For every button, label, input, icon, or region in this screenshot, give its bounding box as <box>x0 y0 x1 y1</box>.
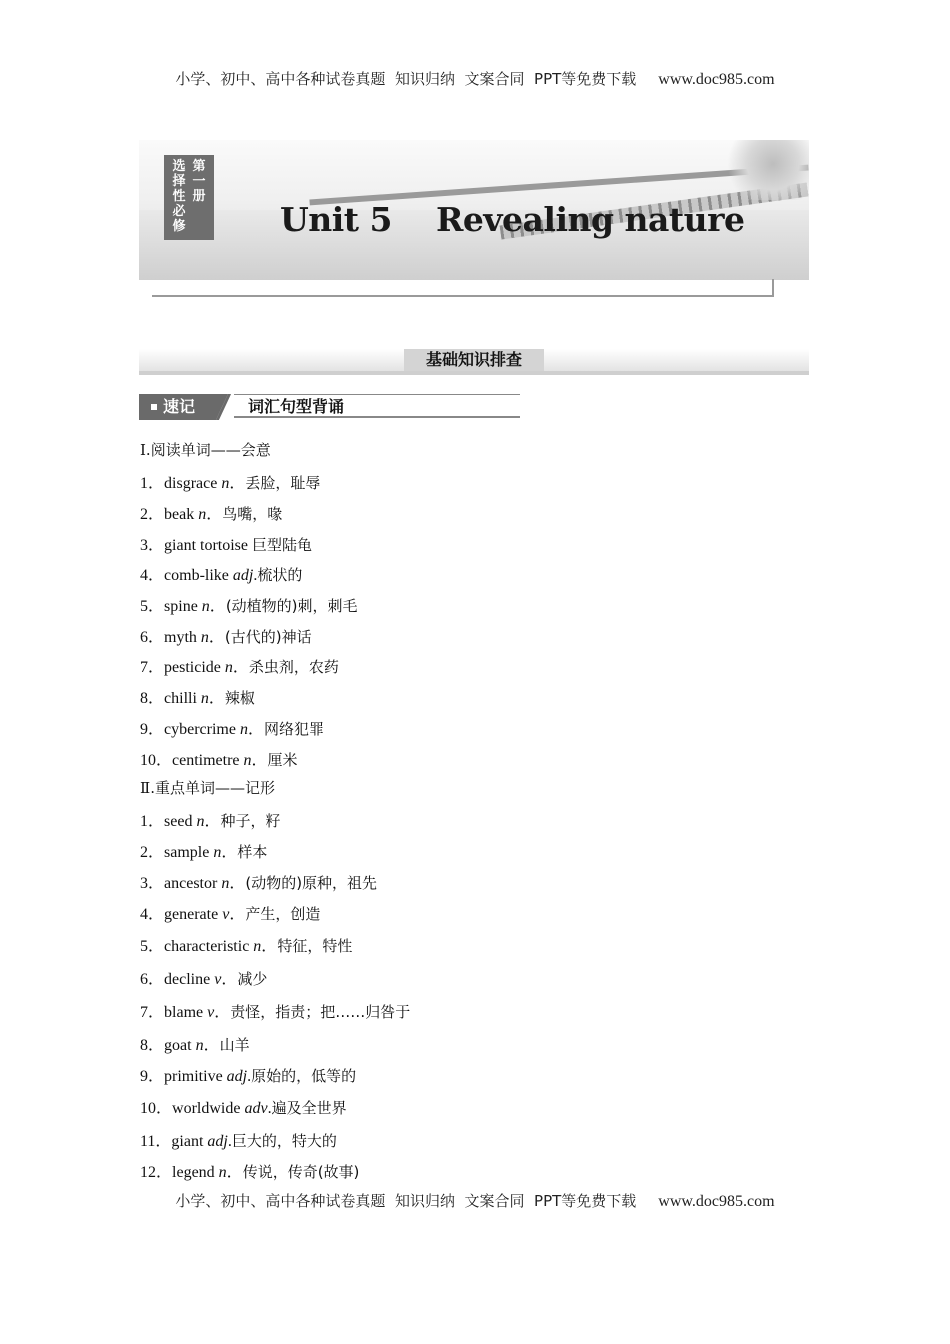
vocab-sep: . <box>253 567 258 584</box>
vocab-pos: n <box>224 659 233 676</box>
vocab-num: 12． <box>140 1164 173 1181</box>
vocab-num: 11． <box>140 1133 172 1150</box>
vocab-word: myth <box>164 629 201 646</box>
page-footer <box>0 1190 950 1211</box>
vocab-word: ancestor <box>164 875 222 892</box>
vocab-meaning: 特征，特性 <box>277 937 353 955</box>
vocab-pos: n <box>200 690 209 707</box>
vocab-meaning: 产生，创造 <box>245 905 321 923</box>
vocab-meaning: (古代的)神话 <box>224 628 312 646</box>
vocab-num: 8． <box>140 690 165 707</box>
vocab-item <box>140 870 377 893</box>
vocab-word: decline <box>164 971 215 988</box>
page-header <box>0 68 950 89</box>
vocab-pos: n <box>253 938 262 955</box>
vocab-word: sample <box>164 844 214 861</box>
vocab-num: 9． <box>140 1068 165 1085</box>
vocab-word: goat <box>164 1037 196 1054</box>
vocab-sep: . <box>227 1133 232 1150</box>
vocab-meaning: 鸟嘴，喙 <box>222 505 283 523</box>
vocab-sep: ． <box>232 659 249 676</box>
vocab-word: chilli <box>164 690 201 707</box>
vocab-sep: ． <box>226 1164 243 1181</box>
vocab-item <box>140 966 267 989</box>
vocab-pos: n <box>213 844 222 861</box>
vocab-item <box>140 1063 356 1086</box>
badge-col2: 第一册 <box>192 159 206 204</box>
vocab-word: centimetre <box>172 752 244 769</box>
vocab-item <box>140 685 255 708</box>
vocab-item <box>140 654 339 677</box>
badge-col1: 选择性必修 <box>172 159 186 234</box>
vocab-item <box>140 999 410 1022</box>
vocab-item <box>140 1095 347 1118</box>
vocab-num: 2． <box>140 506 165 523</box>
vocab-word: giant <box>171 1133 208 1150</box>
vocab-item <box>140 532 312 555</box>
vocab-pos: n <box>221 875 230 892</box>
vocab-sep: ． <box>247 721 264 738</box>
header-text: 小学、初中、高中各种试卷真题 知识归纳 文案合同 PPT等免费下载 <box>175 70 637 88</box>
banner-trees <box>719 140 809 200</box>
vocab-word: spine <box>164 598 202 615</box>
vocab-meaning: 网络犯罪 <box>263 720 324 738</box>
vocab-meaning: 责怪，指责；把……归咎于 <box>230 1003 411 1021</box>
vocab-item <box>140 1128 337 1151</box>
vocab-sep: ． <box>206 506 223 523</box>
vocab-meaning: 减少 <box>237 970 268 988</box>
vocab-item <box>140 470 320 493</box>
vocab-sep: ． <box>251 752 268 769</box>
vocab-num: 10． <box>140 752 173 769</box>
vocab-word: giant tortoise <box>164 537 252 554</box>
vocab-item <box>140 624 312 647</box>
vocab-word: blame <box>164 1004 208 1021</box>
vocab-item <box>140 716 324 739</box>
vocab-sep: ． <box>209 598 226 615</box>
vocab-sep: ． <box>229 875 246 892</box>
vocab-pos: adv <box>244 1100 268 1117</box>
section-title: 基础知识排查 <box>404 349 544 371</box>
vocab-sep: ． <box>229 906 246 923</box>
vocab-meaning: 梳状的 <box>257 566 303 584</box>
vocab-num: 6． <box>140 971 165 988</box>
vocab-sep: ． <box>208 690 225 707</box>
vocab-meaning: 丢脸，耻辱 <box>245 474 321 492</box>
vocab-item <box>140 808 280 831</box>
vocab-word: seed <box>164 813 197 830</box>
vocab-meaning: 巨大的，特大的 <box>231 1132 337 1150</box>
vocab-num: 5． <box>140 598 165 615</box>
vocab-meaning: (动物的)原种，祖先 <box>245 874 378 892</box>
vocab-pos: n <box>201 598 210 615</box>
vocab-item <box>140 901 320 924</box>
vocab-sep: ． <box>221 844 238 861</box>
square-icon <box>151 404 157 410</box>
vocab-pos: n <box>196 813 205 830</box>
vocab-pos: n <box>218 1164 227 1181</box>
vocab-meaning: 巨型陆龟 <box>252 536 313 554</box>
vocab-pos: adj <box>232 567 254 584</box>
vocab-sep: . <box>267 1100 272 1117</box>
vocab-word: generate <box>164 906 223 923</box>
vocab-item <box>140 747 298 770</box>
tag-label-text: 速记 <box>163 397 196 416</box>
vocab-sep: ． <box>261 938 278 955</box>
header-url: www.doc985.com <box>658 71 775 88</box>
vocab-meaning: 种子，籽 <box>220 812 281 830</box>
footer-text: 小学、初中、高中各种试卷真题 知识归纳 文案合同 PPT等免费下载 <box>175 1192 637 1210</box>
vocab-item <box>140 933 352 956</box>
vocab-sep: ． <box>221 971 238 988</box>
vocab-meaning: 遍及全世界 <box>271 1099 347 1117</box>
vocab-num: 7． <box>140 659 165 676</box>
vocab-word: legend <box>172 1164 219 1181</box>
vocab-num: 9． <box>140 721 165 738</box>
vocab-sep: ． <box>214 1004 231 1021</box>
tag-title: 词汇句型背诵 <box>234 394 520 418</box>
vocab-item <box>140 839 267 862</box>
vocab-num: 10． <box>140 1100 173 1117</box>
book-badge <box>164 155 214 240</box>
vocab-meaning: 样本 <box>237 843 268 861</box>
section-heading-key: Ⅱ.重点单词——记形 <box>140 779 275 797</box>
vocab-num: 6． <box>140 629 165 646</box>
vocab-meaning: (动植物的)刺，刺毛 <box>225 597 358 615</box>
vocab-pos: n <box>239 721 248 738</box>
vocab-sep: . <box>247 1068 252 1085</box>
vocab-pos: adj <box>207 1133 228 1150</box>
vocab-num: 5． <box>140 938 165 955</box>
vocab-item <box>140 501 282 524</box>
vocab-word: comb-like <box>164 567 233 584</box>
unit-title: Unit 5 Revealing nature <box>280 200 745 239</box>
vocab-word: cybercrime <box>164 721 240 738</box>
vocab-word: disgrace <box>164 475 222 492</box>
vocab-num: 8． <box>140 1037 165 1054</box>
vocab-word: characteristic <box>164 938 254 955</box>
vocab-num: 1． <box>140 813 165 830</box>
vocab-pos: n <box>221 475 230 492</box>
vocab-pos: v <box>207 1004 215 1021</box>
vocab-sep: ． <box>208 629 225 646</box>
vocab-pos: v <box>222 906 230 923</box>
vocab-num: 4． <box>140 906 165 923</box>
vocab-meaning: 杀虫剂，农药 <box>248 658 339 676</box>
vocab-pos: n <box>198 506 207 523</box>
vocab-num: 3． <box>140 875 165 892</box>
vocab-word: pesticide <box>164 659 225 676</box>
vocab-word: beak <box>164 506 199 523</box>
vocab-word: primitive <box>164 1068 227 1085</box>
vocab-num: 4． <box>140 567 165 584</box>
section-heading-reading: Ⅰ.阅读单词——会意 <box>140 441 271 459</box>
vocab-num: 2． <box>140 844 165 861</box>
vocab-word: worldwide <box>172 1100 245 1117</box>
vocab-meaning: 传说，传奇(故事) <box>242 1163 360 1181</box>
vocab-pos: n <box>200 629 209 646</box>
vocab-num: 3． <box>140 537 165 554</box>
vocab-meaning: 山羊 <box>219 1036 250 1054</box>
vocab-pos: n <box>195 1037 204 1054</box>
vocab-meaning: 厘米 <box>267 751 298 769</box>
vocab-pos: v <box>214 971 222 988</box>
vocab-sep: ． <box>229 475 246 492</box>
vocab-num: 7． <box>140 1004 165 1021</box>
banner-frame <box>152 279 774 297</box>
vocab-item <box>140 1032 250 1055</box>
vocab-pos: n <box>243 752 252 769</box>
footer-url: www.doc985.com <box>658 1193 775 1210</box>
vocab-item <box>140 1159 359 1182</box>
vocab-pos: adj <box>226 1068 248 1085</box>
vocab-num: 1． <box>140 475 165 492</box>
vocab-meaning: 辣椒 <box>224 689 255 707</box>
vocab-item <box>140 593 358 616</box>
vocab-meaning: 原始的，低等的 <box>251 1067 357 1085</box>
section-bar <box>139 349 809 375</box>
vocab-item <box>140 562 302 585</box>
vocab-sep: ． <box>204 813 221 830</box>
vocab-sep: ． <box>203 1037 220 1054</box>
